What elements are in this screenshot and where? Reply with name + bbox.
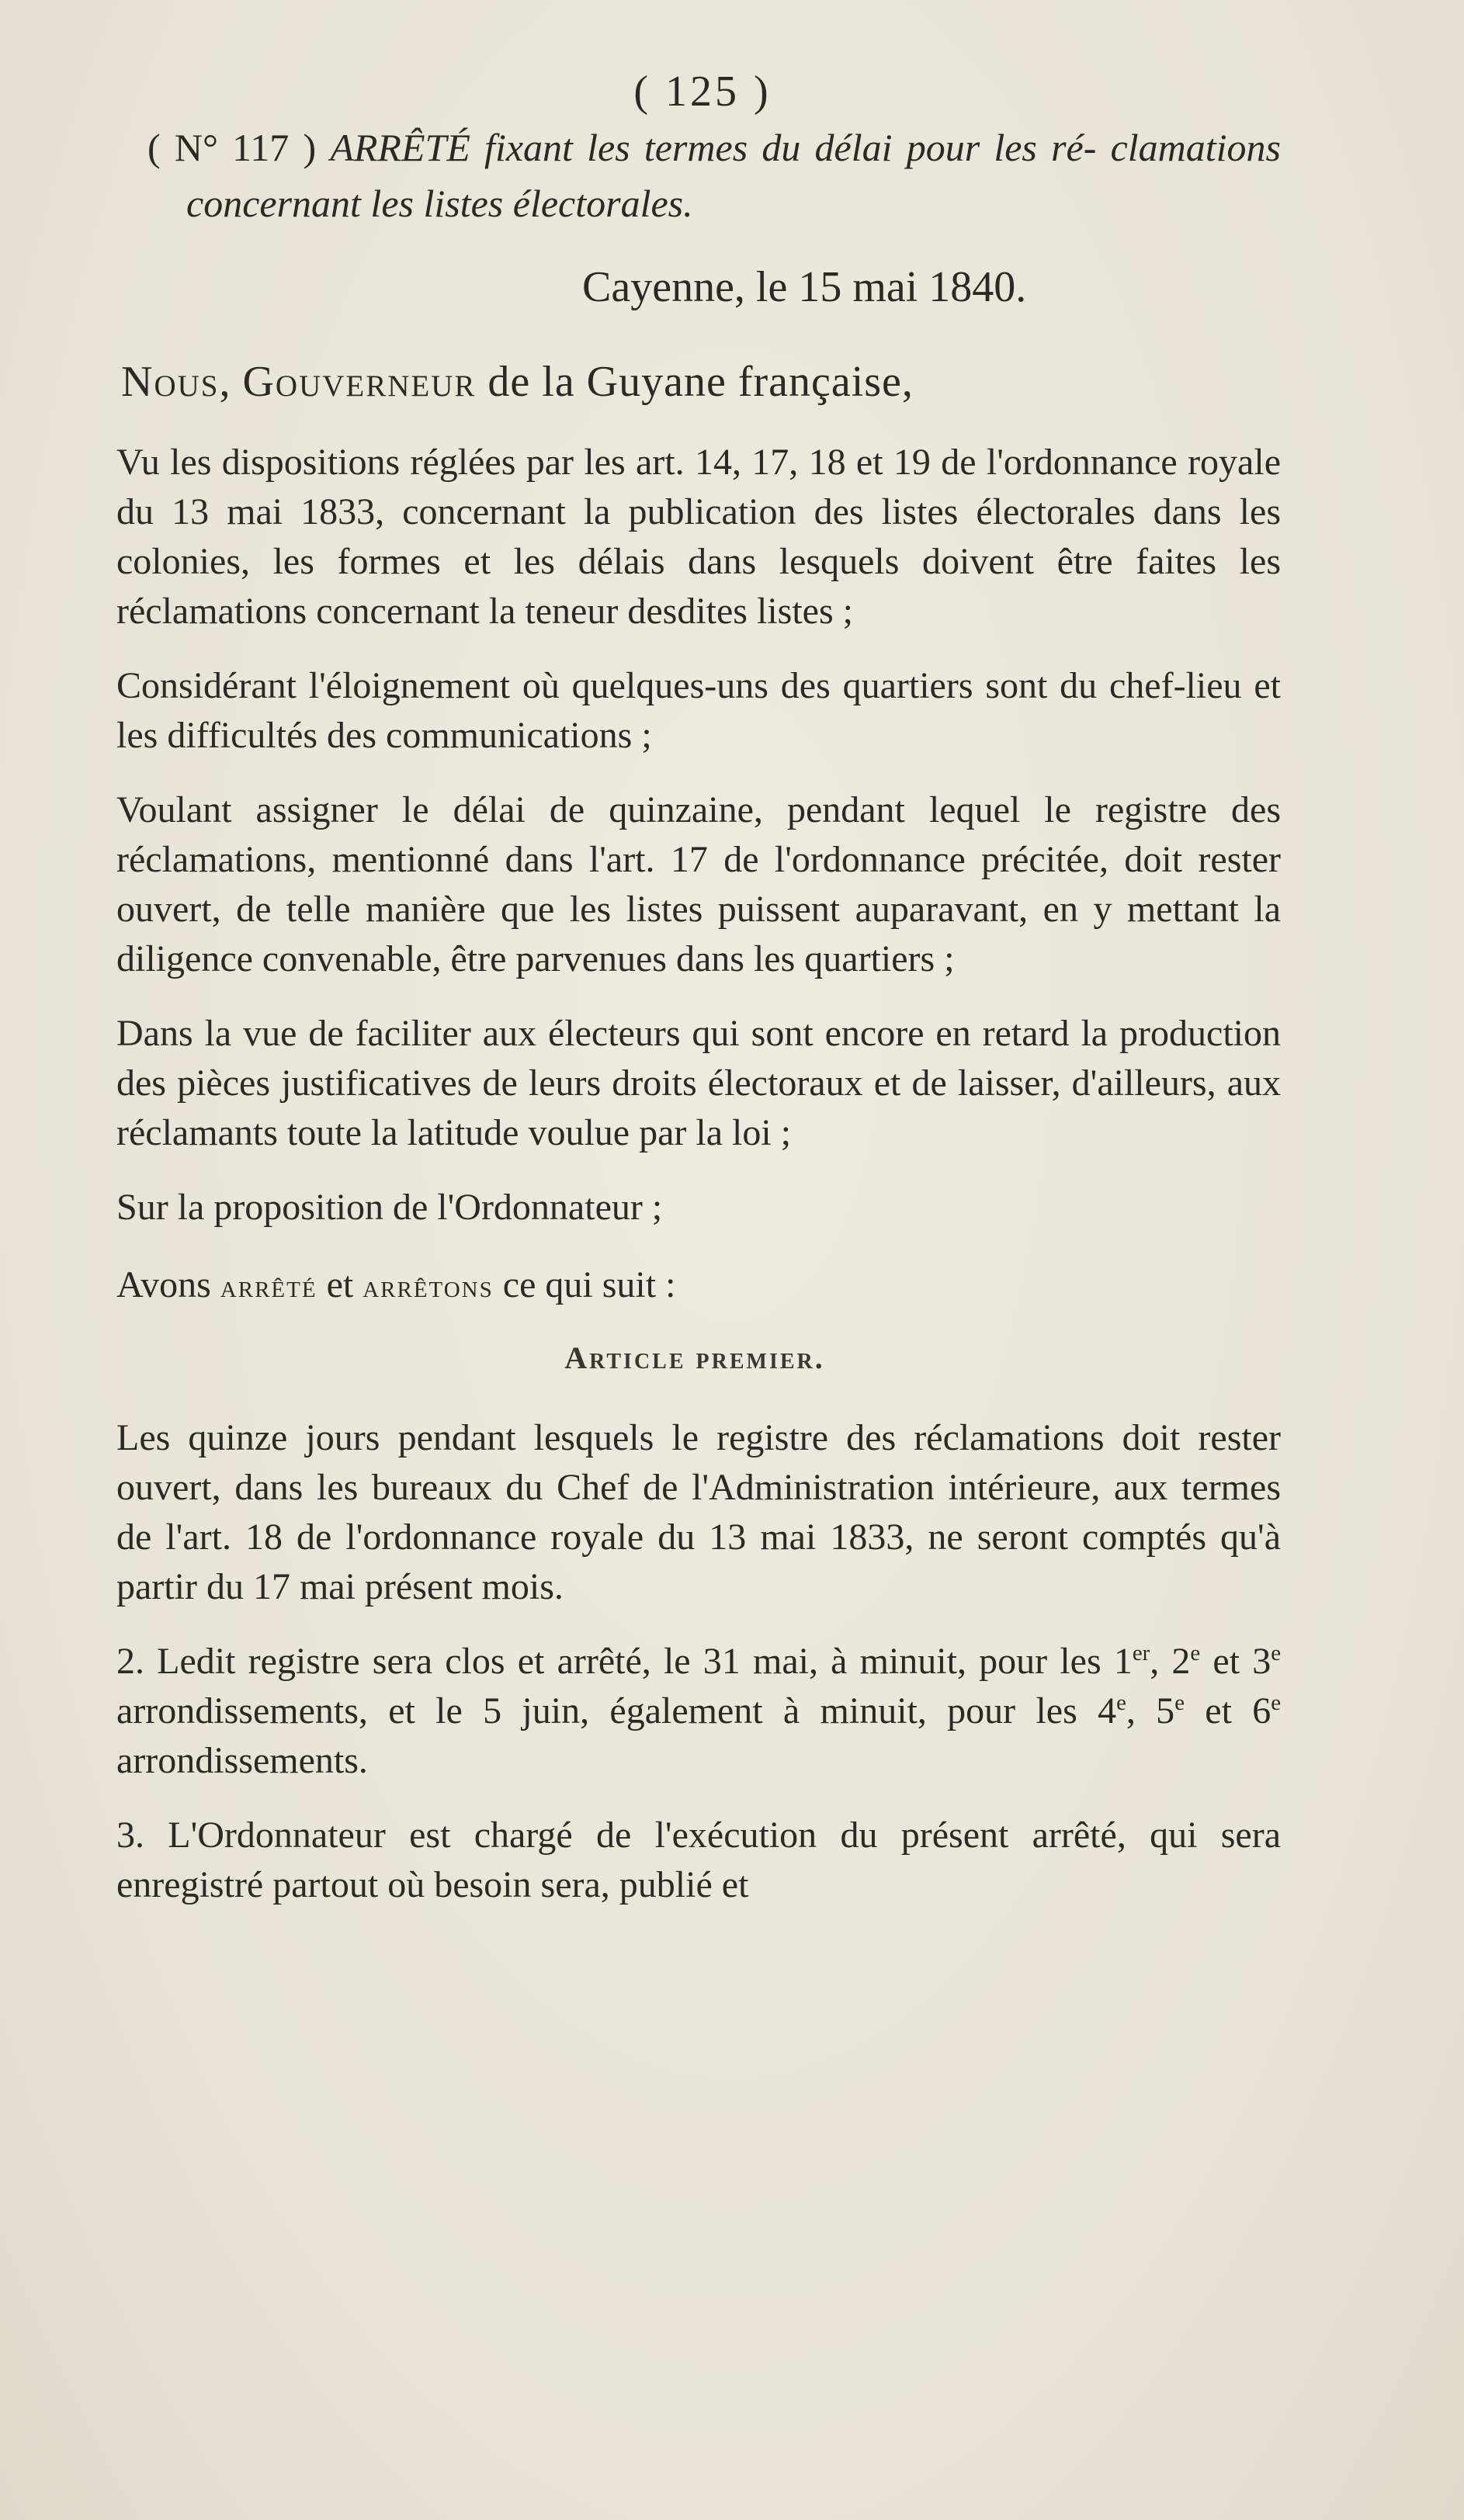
article-2-text: et 3	[1200, 1641, 1271, 1682]
decree-suit: ce qui suit :	[502, 1264, 676, 1305]
dateline: Cayenne, le 15 mai 1840.	[582, 263, 1027, 311]
address-nous: Nous	[121, 358, 220, 406]
article-2-text: arrondissements, et le 5 juin, également à minuit, pour les 4	[116, 1690, 1117, 1731]
superscript: e	[1190, 1641, 1201, 1666]
article-1-body: Les quinze jours pendant lesquels le registre des réclamations doit rester ouvert, dans les bureaux du Chef de l'Administration intérieure, aux termes de l'art. 18 de l'ordonnance royale du 13 mai 1833, ne seront comptés qu'à partir du 17 mai présent mois.	[116, 1417, 1281, 1607]
paragraph-vu: Vu les dispositions réglées par les art. 14, 17, 18 et 19 de l'ordonnance royale du 13 mai 1833, concernant la publication des listes électorales dans les colonies, les formes et les délais dans lesquels doivent être faites les réclamations concernant la teneur desdites listes ;	[116, 442, 1281, 632]
decree-heading	[109, 120, 1281, 231]
text-column	[109, 67, 1281, 1935]
article-2-tail: arrondissements.	[116, 1740, 368, 1781]
paragraph-voulant: Voulant assigner le délai de quinzaine, pendant lequel le registre des réclamations, mentionné dans l'art. 17 de l'ordonnance précitée, doit rester ouvert, de telle manière que les listes puissent auparavant, en y mettant la diligence convenable, être parvenues dans les quartiers ;	[116, 789, 1281, 979]
decree-arrete: arrêté	[220, 1269, 317, 1305]
superscript: e	[1116, 1690, 1126, 1715]
paragraph-considerant: Considérant l'éloignement où quelques-uns des quartiers sont du chef-lieu et les difficultés des communications ;	[116, 665, 1281, 756]
decree-avons: Avons	[116, 1264, 211, 1305]
decree-arretons: arrêtons	[363, 1269, 494, 1305]
article-3: 3. L'Ordonnateur est chargé de l'exécution du présent arrêté, qui sera enregistré partout où besoin sera, publié et	[116, 1815, 1281, 1905]
article-2-text: , 2	[1150, 1641, 1191, 1682]
address-line: Nous, Gouverneur de la Guyane française,	[121, 358, 914, 406]
decree-title: ARRÊTÉ fixant les termes du délai pour les ré- clamations concernant les listes électorales.	[186, 126, 1282, 225]
article-2-lead: 2. Ledit registre sera clos et arrêté, le 31 mai, à minuit, pour les 1	[116, 1641, 1133, 1682]
paragraph-dans-la-vue: Dans la vue de faciliter aux électeurs qui sont encore en retard la production des pièces justificatives de leurs droits électoraux et de laisser, d'ailleurs, aux réclamants toute la latitude voulue par la loi ;	[116, 1013, 1281, 1153]
superscript: e	[1174, 1690, 1185, 1715]
page-number: ( 125 )	[633, 68, 772, 116]
decree-et: et	[326, 1264, 354, 1305]
article-title: Article premier.	[564, 1340, 825, 1375]
paragraph-proposition: Sur la proposition de l'Ordonnateur ;	[116, 1187, 663, 1228]
superscript: e	[1271, 1641, 1282, 1666]
decree-formula	[116, 1260, 1281, 1312]
decree-number: ( N° 117 )	[147, 126, 317, 169]
article-2-text: , 5	[1126, 1690, 1175, 1731]
address-gouverneur: Gouverneur	[242, 358, 477, 406]
superscript: e	[1271, 1690, 1282, 1715]
article-2-text: et 6	[1184, 1690, 1271, 1731]
superscript: er	[1132, 1641, 1150, 1666]
article-2	[109, 1637, 1281, 1786]
address-rest: de la Guyane française,	[487, 358, 914, 406]
